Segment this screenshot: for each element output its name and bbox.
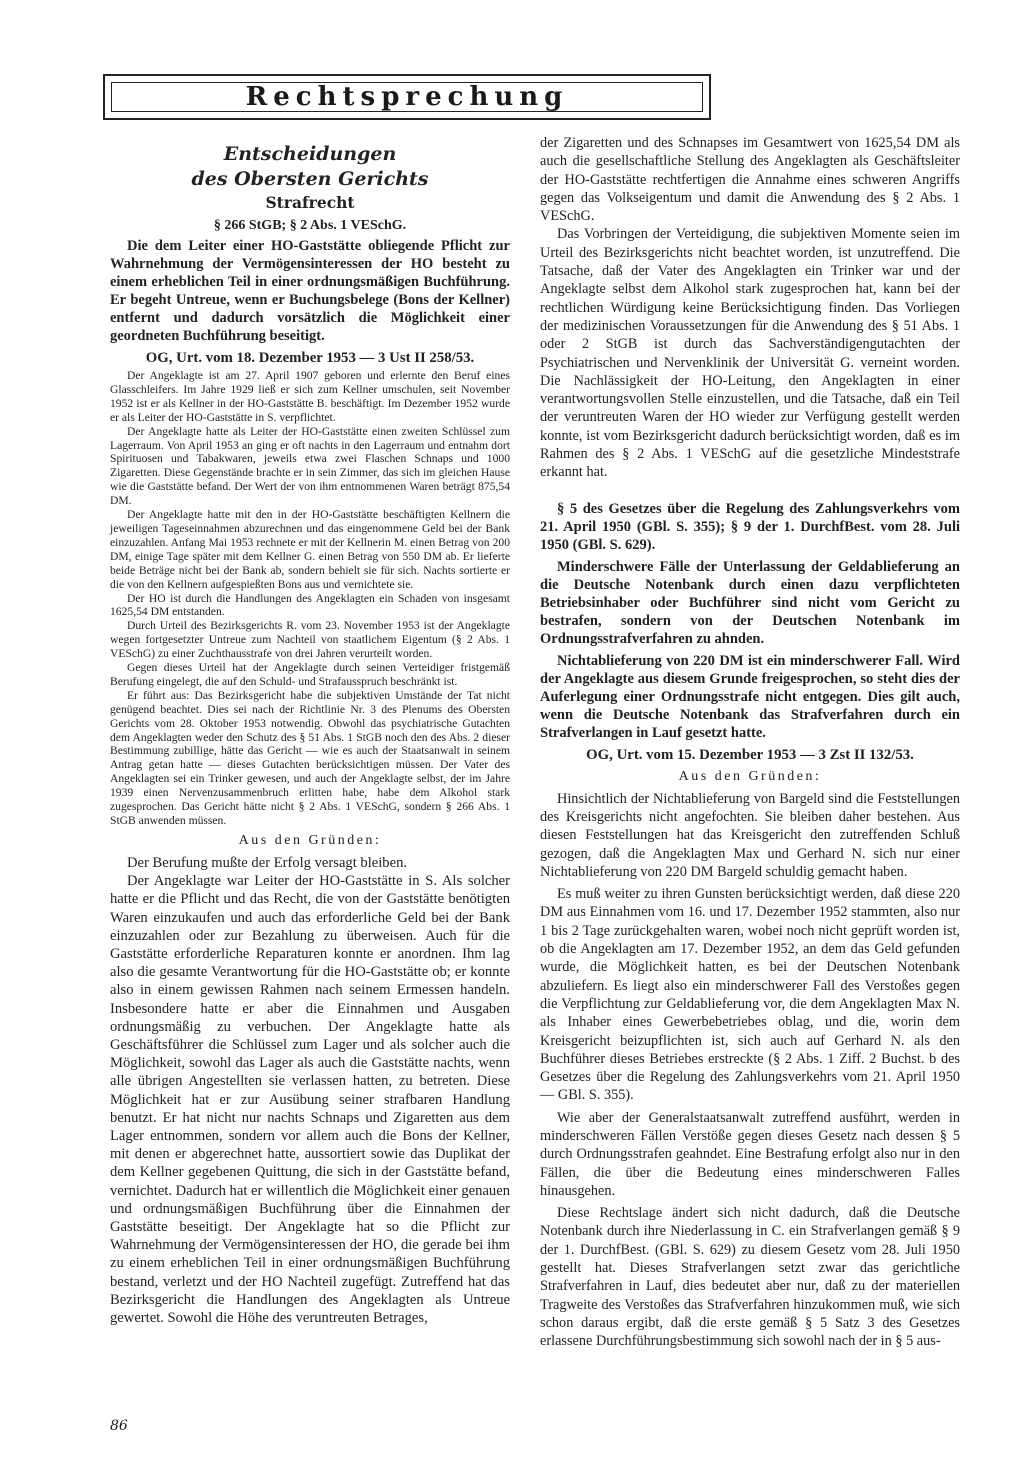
reasons-heading: Aus den Gründen:: [678, 768, 822, 784]
section-title-line-2: des Obersten Gerichts: [191, 168, 429, 190]
subsection-title: Strafrecht: [265, 193, 355, 212]
reasons-heading: Aus den Gründen:: [238, 832, 382, 848]
facts-paragraph: Der Angeklagte hatte als Leiter der HO-Gaststätte einen zweiten Schlüssel zum Lagerraum. Von April 1953 an ging er oft nachts in den Lagerraum und entnahm dort Spirituosen und Tabakwaren, jeweils etwa zwei Flaschen Schnaps und 1000 Zigaretten. Diese Gegenstände brachte er in sein Zimmer, das sich im gleichen Hause wie die Gaststätte befand. Der Wert der von ihm entnommenen Waren beträgt 875,54 DM.: [110, 424, 510, 508]
header-inner-frame: [111, 82, 703, 112]
facts-paragraph: Er führt aus: Das Bezirksgericht habe die subjektiven Umstände der Tat nicht genügend beachtet. Dies sei nach der Richtlinie Nr. 3 des Plenums des Obersten Gerichts vom 28. Oktober 1953 notwendig. Obwohl das psychiatrische Gutachten dem Angeklagten weder den Schutz des § 51 Abs. 1 StGB noch den des Abs. 2 dieser Bestimmung zubillige, hätte das Gericht — wie es auch der Staatsanwalt in seinem Antrag getan hatte — dieses Gutachten berücksichtigen müssen. Der Vater des Angeklagten sei ein Trinker gewesen, und auch der Angeklagte selbst, der im Jahre 1939 einen Nervenzusammenbruch erlitten habe, habe dem Alkohol stark zugesprochen. Das Gericht hätte nicht § 2 Abs. 1 VESchG, sondern § 266 Abs. 1 StGB anwenden müssen.: [110, 688, 510, 827]
left-column: [110, 128, 510, 1327]
facts-paragraph: Durch Urteil des Bezirksgerichts R. vom 23. November 1953 ist der Angeklagte wegen fortgesetzter Untreue zum Nachteil von staatlichem Eigentum (§ 2 Abs. 1 VESchG) zu einer Zuchthausstrafe von drei Jahren verurteilt worden.: [110, 619, 510, 661]
continuation-paragraph: Das Vorbringen der Verteidigung, die subjektiven Momente seien im Urteil des Bezirksgerichts nicht beachtet worden, ist unzutreffend. Die Tatsache, daß der Vater des Angeklagten ein Trinker war und der Angeklagte selbst dem Alkohol stark zugesprochen hat, kann bei der rechtlichen Würdigung keine Berücksichtigung finden. Das Vorliegen der medizinischen Voraussetzungen für die Anwendung des § 51 Abs. 1 oder 2 StGB ist durch das Sachverständigengutachten der Psychiatrischen und Nervenklinik der Universität G. verneint worden. Die Nachlässigkeit der HO-Leitung, den Angeklagten in einer verantwortungsvollen Stelle einzustellen, und die Tatsache, daß ein Teil der veruntreuten Waren der HO wieder zur Verfügung gestellt werden konnte, ist vom Bezirksgericht dadurch berücksichtigt worden, daß es im Rahmen des § 2 Abs. 1 VESchG auf die gesetzliche Mindeststrafe erkannt hat.: [540, 226, 960, 481]
page-heading: Rechtsprechung: [245, 82, 569, 112]
headnote-paragraph: Nichtablieferung von 220 DM ist ein minderschwerer Fall. Wird der Angeklagte aus diesem Grunde freigesprochen, so steht dies der Auferlegung einer Ordnungsstrafe nicht entgegen. Dies gilt auch, wenn die Deutsche Notenbank das Strafverfahren durch ein Strafverlangen in Lauf gesetzt hatte.: [540, 652, 960, 741]
facts-paragraph: Der Angeklagte hatte mit den in der HO-Gaststätte beschäftigten Kellnern die jeweiligen Tageseinnahmen abzurechnen und das eingenommene Geld bei der Bank einzuzahlen. Anfang Mai 1953 rechnete er mit der Kellnerin M. einen Betrag von 200 DM, einige Tage später mit dem Kellner G. einen Betrag von 550 DM ab. Er lieferte beide Beträge nicht bei der Bank ab, sondern behielt sie für sich. Nachts sortierte er die von den Kellnern aufgespießten Bons aus und vernichtete sie.: [110, 508, 510, 591]
facts-paragraph: Der Angeklagte ist am 27. April 1907 geboren und erlernte den Beruf eines Glasschleifers. Im Jahre 1929 ließ er sich zum Kellner umschulen, seit November 1952 ist er als Kellner in der HO-Gaststätte B. beschäftigt. Im Dezember 1952 wurde er als Leiter der HO-Gaststätte in S. verpflichtet.: [110, 369, 510, 424]
reasons-paragraph: Es muß weiter zu ihren Gunsten berücksichtigt werden, daß diese 220 DM aus Einnahmen vom 16. und 17. Dezember 1952 stammten, also nur 1 bis 2 Tage zurückgehalten waren, wobei noch nicht geprüft worden ist, ob die Angeklagten am 17. Dezember 1952, an dem das Geld gefunden wurde, die Möglichkeit hatten, es bei der Deutschen Notenbank abzuliefern. Es liegt also ein minderschwerer Fall des Verstoßes gegen die Verpflichtung zur Geldablieferung vor, die dem Angeklagten Max N. als Inhaber eines Gewerbebetriebes oblag, und die, worin dem Kreisgericht beizupflichten ist, sich auch auf Gerhard N. als den Buchführer dieses Betriebes erstreckte (§ 2 Abs. 1 Ziff. 2 Buchst. b des Gesetzes über die Regelung des Zahlungsverkehrs vom 21. April 1950 — GBl. S. 355).: [540, 886, 960, 1104]
citation: OG, Urt. vom 18. Dezember 1953 — 3 Ust II 258/53.: [145, 350, 475, 366]
headnote: Die dem Leiter einer HO-Gaststätte obliegende Pflicht zur Wahrnehmung der Vermögensinteressen der HO besteht zu einem erheblichen Teil in einer ordnungsmäßigen Buchführung. Er begeht Untreue, wenn er Buchungsbelege (Bons der Kellner) entfernt und dadurch vorsätzlich die Möglichkeit einer geordneten Buchführung beseitigt.: [110, 238, 510, 344]
page-number: 86: [110, 1418, 128, 1434]
reasons-paragraph: Diese Rechtslage ändert sich nicht dadurch, daß die Deutsche Notenbank durch ihre Niederlassung in C. ein Strafverlangen gemäß § 9 der 1. DurchfBest. (GBl. S. 629) zu diesem Gesetz vom 28. Juli 1950 gestellt hat. Dieses Strafverlangen setzt zwar das gerichtliche Strafverfahren in Lauf, dies bedeutet aber nur, daß zu der materiellen Tragweite des Verstoßes das Strafverfahren hinzukommen muß, wie sich schon daraus ergibt, daß die erste gemäß § 5 Satz 3 des Gesetzes erlassene Durchführungsbestimmung sich sowohl nach der in § 5 aus-: [540, 1205, 960, 1350]
continuation-paragraph: der Zigaretten und des Schnapses im Gesamtwert von 1625,54 DM als auch die gesellschaftliche Stellung des Angeklagten als Geschäftsleiter der HO-Gaststätte rechtfertigen die Annahme eines schweren Angriffs gegen das Volkseigentum und damit die Anwendung des § 2 Abs. 1 VESchG.: [540, 135, 960, 225]
reasons-paragraph: Der Berufung mußte der Erfolg versagt bleiben.: [127, 854, 408, 871]
facts-paragraph: Gegen dieses Urteil hat der Angeklagte durch seinen Verteidiger fristgemäß Berufung eingelegt, die auf den Schuld- und Strafausspruch beschränkt ist.: [110, 661, 510, 688]
section-title-line-1: Entscheidungen: [223, 143, 397, 165]
law-reference: § 5 des Gesetzes über die Regelung des Zahlungsverkehrs vom 21. April 1950 (GBl. S. 355); § 9 der 1. DurchfBest. vom 28. Juli 1950 (GBl. S. 629).: [540, 500, 960, 553]
law-reference: § 266 StGB; § 2 Abs. 1 VESchG.: [213, 218, 407, 233]
headnote-paragraph: Minderschwere Fälle der Unterlassung der Geldablieferung an die Deutsche Notenbank durch einen dazu verpflichteten Betriebsinhaber oder Buchführer sind nicht vom Gericht zu bestrafen, sondern von der Deutschen Notenbank im Ordnungsstrafverfahren zu ahnden.: [540, 558, 960, 647]
reasons-paragraph: Wie aber der Generalstaatsanwalt zutreffend ausführt, werden in minderschweren Fällen Verstöße gegen dieses Gesetz nach dessen § 5 durch Ordnungsstrafen geahndet. Eine Bestrafung erfolgt also nur in den Fällen, die über die Bedeutung eines minderschweren Falles hinausgehen.: [540, 1109, 960, 1199]
reasons-paragraph: Hinsichtlich der Nichtablieferung von Bargeld sind die Feststellungen des Kreisgerichts nicht angefochten. Sie bleiben daher bestehen. Aus diesen Feststellungen hat das Kreisgericht den zutreffenden Schluß gezogen, daß die Angeklagten Max und Gerhard N. sich nur einer Nichtablieferung von 220 DM Bargeld schuldig gemacht haben.: [540, 790, 960, 880]
reasons-paragraph: Der Angeklagte war Leiter der HO-Gaststätte in S. Als solcher hatte er die Pflicht und das Recht, die von der Gaststätte benötigten Waren einzukaufen und auch das erforderliche Geld bei der Bank einzuzahlen oder zur Bezahlung zu überweisen. Auch für die Gaststätte erforderliche Reparaturen konnte er anordnen. Ihm lag also die gesamte Verantwortung für die HO-Gaststätte ob; er konnte also in einem gewissen Rahmen nach seinem Ermessen handeln. Insbesondere hatte er aber die Einnahmen und Ausgaben ordnungsmäßig zu verbuchen. Der Angeklagte hatte als Geschäftsführer die Schlüssel zum Lager und als solcher auch die Möglichkeit, sowohl das Lager als auch die Gaststätte nachts, wenn alle übrigen Angestellten sie verlassen hatten, zu betreten. Diese Möglichkeit hat er zur Ausübung seiner strafbaren Handlung benutzt. Er hat nicht nur nachts Schnaps und Zigaretten aus dem Lager entnommen, sondern vor allem auch die Bons der Kellner, mit denen er abgerechnet hatte, aussortiert sowie das Duplikat der dem Kellner gegebenen Quittung, die sich in der Gaststätte befand, vernichtet. Dadurch hat er willentlich die Möglichkeit einer genauen und ordnungsmäßigen Buchführung über die Einnahmen der Gaststätte beseitigt. Der Angeklagte hat so die Pflicht zur Wahrnehmung der Vermögensinteressen der HO, die gerade bei ihm zu einem erheblichen Teil in einer ordnungsmäßigen Buchführung bestand, verletzt und der HO Nachteil zugefügt. Zutreffend hat das Bezirksgericht die Handlungen des Angeklagten als Untreue gewertet. Sowohl die Höhe des veruntreuten Betrages,: [110, 873, 510, 1326]
citation: OG, Urt. vom 15. Dezember 1953 — 3 Zst II 132/53.: [586, 746, 914, 763]
right-column: [540, 134, 960, 1351]
facts-paragraph: Der HO ist durch die Handlungen des Angeklagten ein Schaden von insgesamt 1625,54 DM entstanden.: [110, 591, 510, 619]
